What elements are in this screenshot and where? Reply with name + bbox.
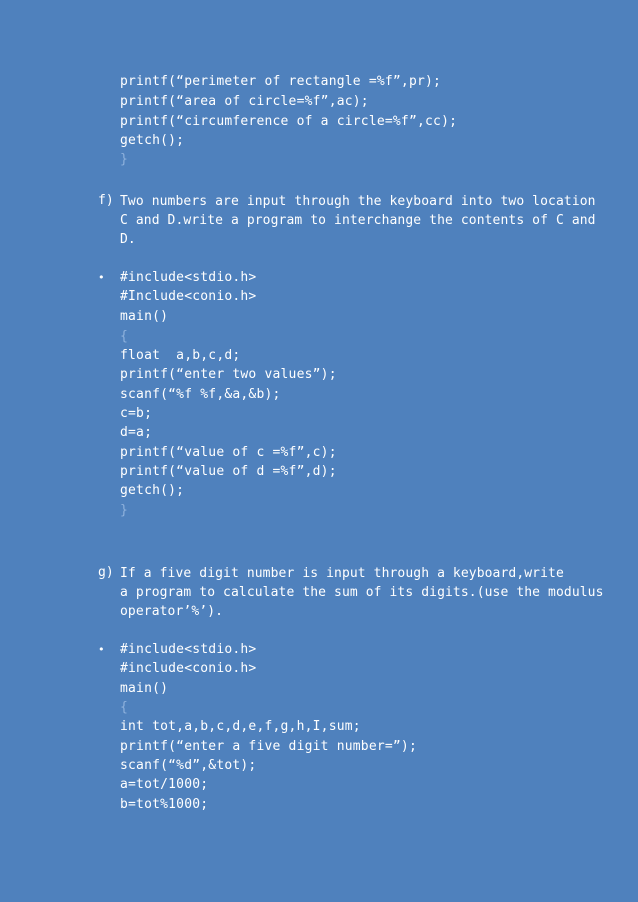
code-line: #include<stdio.h> (120, 642, 257, 657)
code-line: getch(); (120, 483, 185, 498)
question-g-line: a program to calculate the sum of its digits.(use the modulus (120, 585, 604, 600)
code-line: main() (120, 309, 169, 324)
code-line: #Include<conio.h> (120, 289, 257, 304)
question-marker-f: f) (98, 193, 114, 208)
code-line: int tot,a,b,c,d,e,f,g,h,I,sum; (120, 719, 361, 734)
bullet-icon: • (98, 643, 105, 656)
code-line: printf(“area of circle=%f”,ac); (120, 94, 369, 109)
code-line: float a,b,c,d; (120, 348, 241, 363)
code-line: c=b; (120, 406, 153, 421)
question-marker-g: g) (98, 565, 114, 580)
code-line: d=a; (120, 425, 153, 440)
opening-brace: { (120, 700, 129, 715)
code-line: #include<stdio.h> (120, 270, 257, 285)
opening-brace: { (120, 329, 129, 344)
code-line: printf(“perimeter of rectangle =%f”,pr); (120, 74, 442, 89)
code-line: printf(“circumference of a circle=%f”,cc); (120, 114, 458, 129)
code-line: scanf(“%f %f,&a,&b); (120, 387, 281, 402)
bullet-icon: • (98, 271, 105, 284)
question-g-line: operator’%’). (120, 604, 224, 619)
code-line: b=tot%1000; (120, 797, 209, 812)
code-line: printf(“value of c =%f”,c); (120, 445, 337, 460)
question-f-line: C and D.write a program to interchange the contents of C and (120, 213, 596, 228)
question-f-line: Two numbers are input through the keyboard into two location (120, 194, 596, 209)
code-line: printf(“enter a five digit number=”); (120, 739, 417, 754)
code-line: printf(“enter two values”); (120, 367, 337, 382)
closing-brace: } (120, 503, 129, 518)
code-line: a=tot/1000; (120, 777, 209, 792)
code-line: #include<conio.h> (120, 661, 257, 676)
code-line: printf(“value of d =%f”,d); (120, 464, 337, 479)
closing-brace: } (120, 152, 129, 167)
question-f-line: D. (120, 232, 136, 247)
question-g-line: If a five digit number is input through a keyboard,write (120, 566, 564, 581)
code-line: getch(); (120, 133, 185, 148)
code-line: main() (120, 681, 169, 696)
code-line: scanf(“%d”,&tot); (120, 758, 257, 773)
